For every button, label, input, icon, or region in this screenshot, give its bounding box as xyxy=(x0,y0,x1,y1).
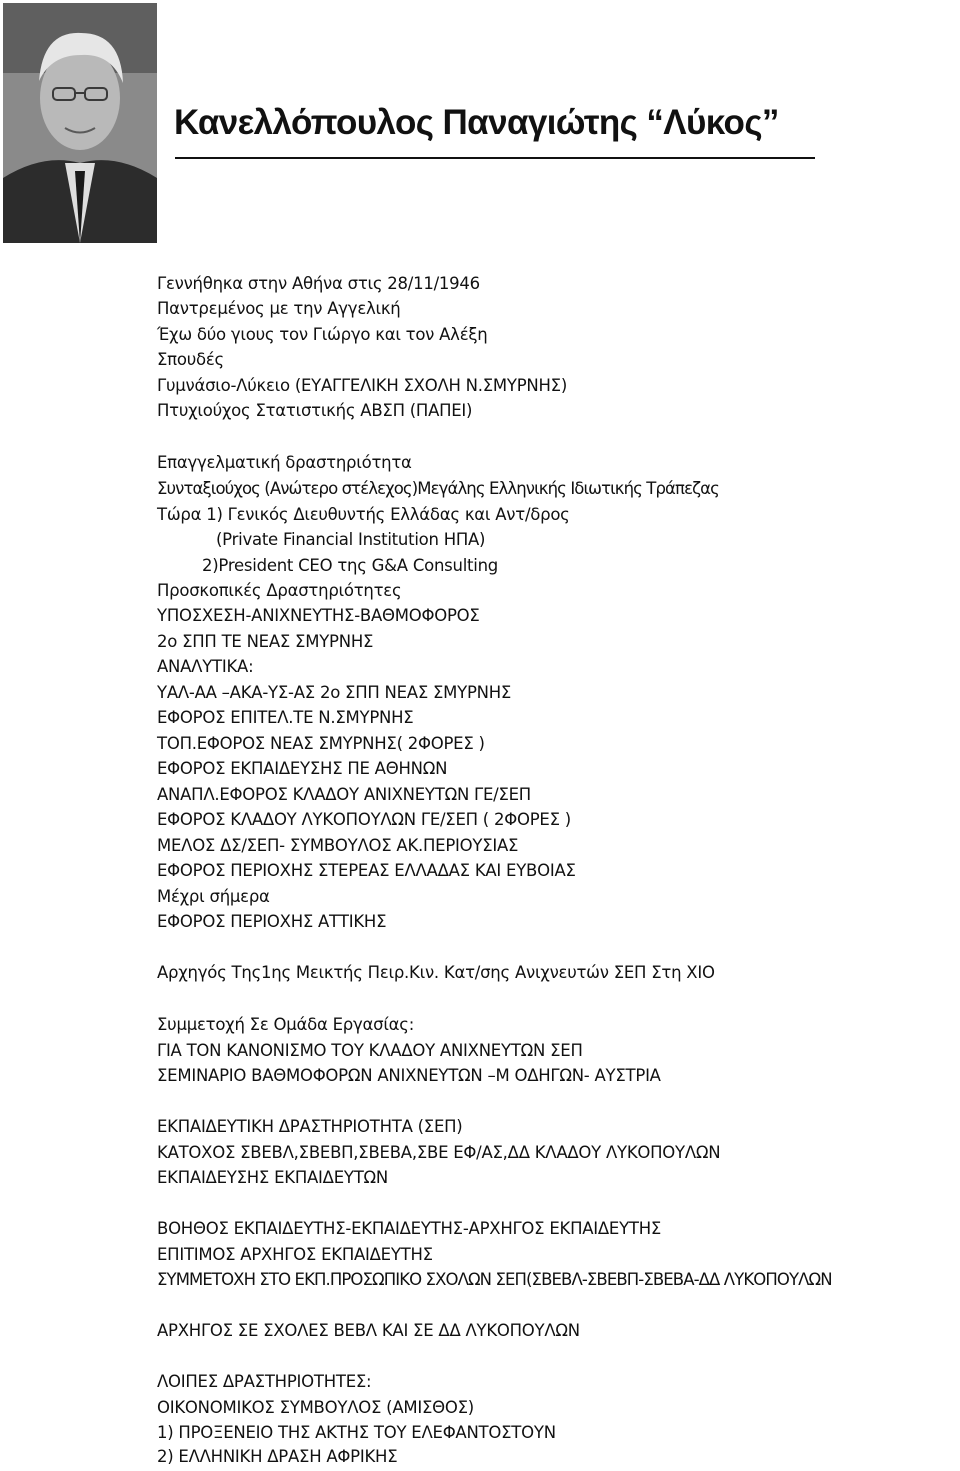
text-line: ΒΟΗΘΟΣ ΕΚΠΑΙΔΕΥΤΗΣ-ΕΚΠΑΙΔΕΥΤΗΣ-ΑΡΧΗΓΟΣ ΕΚΠΑΙΔΕΥΤΗΣ xyxy=(157,1219,662,1238)
text-line: ΑΝΑΛΥΤΙΚΑ: xyxy=(157,657,254,676)
text-line: Επαγγελματική δραστηριότητα xyxy=(157,453,412,472)
text-line: 2) ΕΛΛΗΝΙΚΗ ΔΡΑΣΗ ΑΦΡΙΚΗΣ xyxy=(157,1447,398,1466)
text-line: ΚΑΤΟΧΟΣ ΣΒΕΒΛ,ΣΒΕΒΠ,ΣΒΕΒΑ,ΣΒΕ ΕΦ/ΑΣ,ΔΔ ΚΛΑΔΟΥ ΛΥΚΟΠΟΥΛΩΝ xyxy=(157,1143,721,1162)
text-line: (Private Financial Institution ΗΠΑ) xyxy=(216,530,486,549)
page-title: Κανελλόπουλος Παναγιώτης “Λύκος” xyxy=(174,103,779,142)
text-line: ΕΦΟΡΟΣ ΠΕΡΙΟΧΗΣ ΑΤΤΙΚΗΣ xyxy=(157,912,387,931)
title-underline xyxy=(175,157,815,159)
text-line: Πτυχιούχος Στατιστικής ΑΒΣΠ (ΠΑΠΕΙ) xyxy=(157,401,473,420)
text-line: ΓΙΑ ΤΟΝ ΚΑΝΟΝΙΣΜΟ ΤΟΥ ΚΛΑΔΟΥ ΑΝΙΧΝΕΥΤΩΝ ΣΕΠ xyxy=(157,1041,583,1060)
text-line: 1) ΠΡΟΞΕΝΕΙΟ ΤΗΣ ΑΚΤΗΣ ΤΟΥ ΕΛΕΦΑΝΤΟΣΤΟΥΝ xyxy=(157,1423,556,1442)
text-line: Παντρεμένος με την Αγγελική xyxy=(157,299,401,318)
text-line: ΥΑΛ-ΑΑ –ΑΚΑ-ΥΣ-ΑΣ 2ο ΣΠΠ ΝΕΑΣ ΣΜΥΡΝΗΣ xyxy=(157,683,512,702)
text-line: Προσκοπικές Δραστηριότητες xyxy=(157,581,402,600)
text-line: ΕΦΟΡΟΣ ΕΚΠΑΙΔΕΥΣΗΣ ΠΕ ΑΘΗΝΩΝ xyxy=(157,759,448,778)
text-line: Τώρα 1) Γενικός Διευθυντής Ελλάδας και Αντ/δρος xyxy=(157,505,570,524)
text-line: ΟΙΚΟΝΟΜΙΚΟΣ ΣΥΜΒΟΥΛΟΣ (ΑΜΙΣΘΟΣ) xyxy=(157,1398,474,1417)
text-line: ΜΕΛΟΣ ΔΣ/ΣΕΠ- ΣΥΜΒΟΥΛΟΣ ΑΚ.ΠΕΡΙΟΥΣΙΑΣ xyxy=(157,836,519,855)
text-line: Έχω δύο γιους τον Γιώργο και τον Αλέξη xyxy=(157,325,488,344)
text-line: Σπουδές xyxy=(157,350,224,369)
portrait-photo xyxy=(3,3,157,243)
text-line: ΤΟΠ.ΕΦΟΡΟΣ ΝΕΑΣ ΣΜΥΡΝΗΣ( 2ΦΟΡΕΣ ) xyxy=(157,734,485,753)
text-line: ΛΟΙΠΕΣ ΔΡΑΣΤΗΡΙΟΤΗΤΕΣ: xyxy=(157,1372,372,1391)
text-line: ΕΠΙΤΙΜΟΣ ΑΡΧΗΓΟΣ ΕΚΠΑΙΔΕΥΤΗΣ xyxy=(157,1245,433,1264)
text-line: Γεννήθηκα στην Αθήνα στις 28/11/1946 xyxy=(157,274,480,293)
text-line: ΕΦΟΡΟΣ ΕΠΙΤΕΛ.ΤΕ Ν.ΣΜΥΡΝΗΣ xyxy=(157,708,414,727)
text-line: ΣΕΜΙΝΑΡΙΟ ΒΑΘΜΟΦΟΡΩΝ ΑΝΙΧΝΕΥΤΩΝ –Μ ΟΔΗΓΩΝ- ΑΥΣΤΡΙΑ xyxy=(157,1066,661,1085)
text-line: 2ο ΣΠΠ ΤΕ ΝΕΑΣ ΣΜΥΡΝΗΣ xyxy=(157,632,374,651)
text-line: Συμμετοχή Σε Ομάδα Εργασίας: xyxy=(157,1015,415,1034)
portrait-image xyxy=(3,3,157,243)
text-line: ΕΚΠΑΙΔΕΥΤΙΚΗ ΔΡΑΣΤΗΡΙΟΤΗΤΑ (ΣΕΠ) xyxy=(157,1117,463,1136)
text-line: ΣΥΜΜΕΤΟΧΗ ΣΤΟ ΕΚΠ.ΠΡΟΣΩΠΙΚΟ ΣΧΟΛΩΝ ΣΕΠ(ΣΒΕΒΛ-ΣΒΕΒΠ-ΣΒΕΒΑ-ΔΔ ΛΥΚΟΠΟΥΛΩΝ xyxy=(157,1270,832,1289)
text-line: ΑΡΧΗΓΟΣ ΣΕ ΣΧΟΛΕΣ ΒΕΒΛ ΚΑΙ ΣΕ ΔΔ ΛΥΚΟΠΟΥΛΩΝ xyxy=(157,1321,580,1340)
text-line: Συνταξιούχος (Ανώτερο στέλεχος)Μεγάλης Ελληνικής Ιδιωτικής Τράπεζας xyxy=(157,479,719,498)
text-line: ΑΝΑΠΛ.ΕΦΟΡΟΣ ΚΛΑΔΟΥ ΑΝΙΧΝΕΥΤΩΝ ΓΕ/ΣΕΠ xyxy=(157,785,531,804)
text-line: ΥΠΟΣΧΕΣΗ-ΑΝΙΧΝΕΥΤΗΣ-ΒΑΘΜΟΦΟΡΟΣ xyxy=(157,606,480,625)
text-line: 2)President CEO της G&A Consulting xyxy=(202,556,499,575)
text-line: Μέχρι σήμερα xyxy=(157,887,270,906)
text-line: ΕΦΟΡΟΣ ΠΕΡΙΟΧΗΣ ΣΤΕΡΕΑΣ ΕΛΛΑΔΑΣ ΚΑΙ ΕΥΒΟΙΑΣ xyxy=(157,861,576,880)
text-line: Αρχηγός Της1ης Μεικτής Πειρ.Κιν. Κατ/σης Ανιχνευτών ΣΕΠ Στη ΧΙΟ xyxy=(157,963,715,982)
text-line: ΕΚΠΑΙΔΕΥΣΗΣ ΕΚΠΑΙΔΕΥΤΩΝ xyxy=(157,1168,388,1187)
text-line: Γυμνάσιο-Λύκειο (ΕΥΑΓΓΕΛΙΚΗ ΣΧΟΛΗ Ν.ΣΜΥΡΝΗΣ) xyxy=(157,376,568,395)
text-line: ΕΦΟΡΟΣ ΚΛΑΔΟΥ ΛΥΚΟΠΟΥΛΩΝ ΓΕ/ΣΕΠ ( 2ΦΟΡΕΣ ) xyxy=(157,810,571,829)
